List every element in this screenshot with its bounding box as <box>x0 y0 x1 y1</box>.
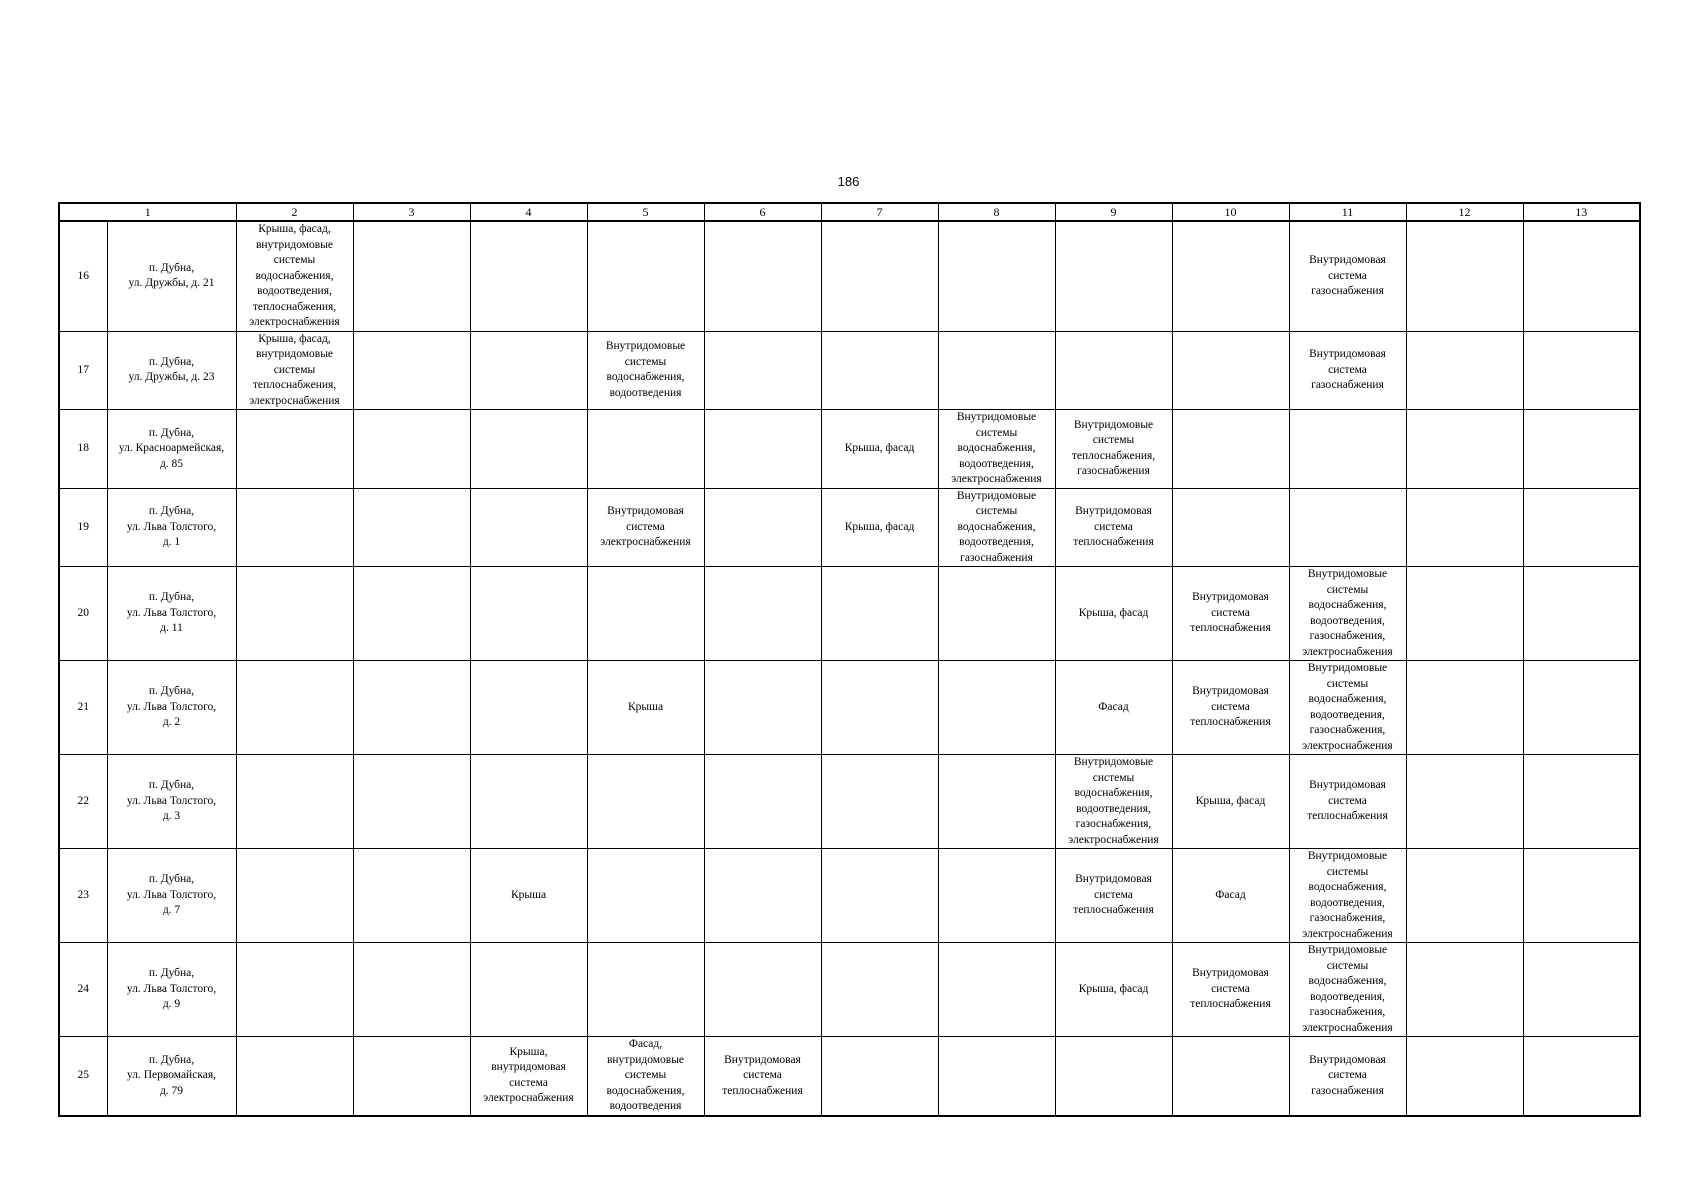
col-5-cell <box>587 567 704 661</box>
col-6-cell <box>704 943 821 1037</box>
col-7-cell: Крыша, фасад <box>821 488 938 567</box>
column-header: 11 <box>1289 203 1406 221</box>
col-8-cell <box>938 755 1055 849</box>
col-12-cell <box>1406 331 1523 410</box>
col-2-cell <box>236 567 353 661</box>
col-2-cell <box>236 849 353 943</box>
col-3-cell <box>353 221 470 331</box>
col-4-cell <box>470 221 587 331</box>
col-13-cell <box>1523 567 1640 661</box>
col-11-cell: Внутридомовая система газоснабжения <box>1289 1037 1406 1116</box>
col-8-cell <box>938 849 1055 943</box>
col-2-cell <box>236 755 353 849</box>
col-11-cell <box>1289 488 1406 567</box>
col-3-cell <box>353 755 470 849</box>
col-6-cell <box>704 849 821 943</box>
column-header: 13 <box>1523 203 1640 221</box>
row-number-cell: 24 <box>59 943 107 1037</box>
col-13-cell <box>1523 331 1640 410</box>
col-4-cell: Крыша <box>470 849 587 943</box>
col-11-cell: Внутридомовые системы водоснабжения, водоотведения, газоснабжения, электроснабжения <box>1289 567 1406 661</box>
col-3-cell <box>353 567 470 661</box>
column-header: 5 <box>587 203 704 221</box>
col-5-cell: Крыша <box>587 661 704 755</box>
col-2-cell <box>236 1037 353 1116</box>
col-4-cell: Крыша, внутридомовая система электроснабжения <box>470 1037 587 1116</box>
repair-schedule-table <box>58 202 1641 1117</box>
table-body <box>59 221 1640 1116</box>
col-7-cell <box>821 755 938 849</box>
col-13-cell <box>1523 661 1640 755</box>
col-9-cell <box>1055 331 1172 410</box>
col-10-cell <box>1172 331 1289 410</box>
address-cell: п. Дубна, ул. Красноармейская, д. 85 <box>107 410 236 489</box>
col-2-cell <box>236 410 353 489</box>
col-7-cell: Крыша, фасад <box>821 410 938 489</box>
column-header: 2 <box>236 203 353 221</box>
col-4-cell <box>470 567 587 661</box>
col-12-cell <box>1406 488 1523 567</box>
column-header: 3 <box>353 203 470 221</box>
col-12-cell <box>1406 567 1523 661</box>
table-row <box>59 567 1640 661</box>
column-header: 8 <box>938 203 1055 221</box>
col-8-cell: Внутридомовые системы водоснабжения, водоотведения, электроснабжения <box>938 410 1055 489</box>
address-cell: п. Дубна, ул. Льва Толстого, д. 11 <box>107 567 236 661</box>
col-8-cell <box>938 567 1055 661</box>
address-cell: п. Дубна, ул. Льва Толстого, д. 7 <box>107 849 236 943</box>
col-4-cell <box>470 661 587 755</box>
row-number-cell: 16 <box>59 221 107 331</box>
table-row <box>59 410 1640 489</box>
col-3-cell <box>353 661 470 755</box>
col-9-cell: Внутридомовая система теплоснабжения <box>1055 849 1172 943</box>
col-11-cell: Внутридомовая система газоснабжения <box>1289 221 1406 331</box>
col-6-cell <box>704 567 821 661</box>
address-cell: п. Дубна, ул. Дружбы, д. 23 <box>107 331 236 410</box>
col-6-cell <box>704 661 821 755</box>
col-6-cell <box>704 221 821 331</box>
col-10-cell <box>1172 221 1289 331</box>
row-number-cell: 23 <box>59 849 107 943</box>
col-5-cell: Внутридомовая система электроснабжения <box>587 488 704 567</box>
address-cell: п. Дубна, ул. Дружбы, д. 21 <box>107 221 236 331</box>
col-3-cell <box>353 488 470 567</box>
row-number-cell: 19 <box>59 488 107 567</box>
col-2-cell <box>236 943 353 1037</box>
table-row <box>59 661 1640 755</box>
col-2-cell <box>236 488 353 567</box>
col-6-cell <box>704 410 821 489</box>
col-7-cell <box>821 331 938 410</box>
col-5-cell <box>587 755 704 849</box>
row-number-cell: 20 <box>59 567 107 661</box>
col-4-cell <box>470 410 587 489</box>
table-row <box>59 943 1640 1037</box>
col-4-cell <box>470 755 587 849</box>
row-number-cell: 17 <box>59 331 107 410</box>
col-10-cell <box>1172 488 1289 567</box>
col-4-cell <box>470 331 587 410</box>
col-11-cell: Внутридомовая система газоснабжения <box>1289 331 1406 410</box>
col-6-cell: Внутридомовая система теплоснабжения <box>704 1037 821 1116</box>
address-cell: п. Дубна, ул. Льва Толстого, д. 1 <box>107 488 236 567</box>
column-header: 9 <box>1055 203 1172 221</box>
column-header: 10 <box>1172 203 1289 221</box>
col-5-cell <box>587 943 704 1037</box>
row-number-cell: 22 <box>59 755 107 849</box>
col-10-cell: Внутридомовая система теплоснабжения <box>1172 567 1289 661</box>
col-8-cell: Внутридомовые системы водоснабжения, водоотведения, газоснабжения <box>938 488 1055 567</box>
col-3-cell <box>353 1037 470 1116</box>
col-13-cell <box>1523 221 1640 331</box>
column-header: 6 <box>704 203 821 221</box>
col-8-cell <box>938 331 1055 410</box>
address-cell: п. Дубна, ул. Первомайская, д. 79 <box>107 1037 236 1116</box>
col-5-cell: Фасад, внутридомовые системы водоснабжения, водоотведения <box>587 1037 704 1116</box>
col-12-cell <box>1406 221 1523 331</box>
col-13-cell <box>1523 488 1640 567</box>
col-4-cell <box>470 488 587 567</box>
table-row <box>59 1037 1640 1116</box>
column-number-header-row <box>59 203 1640 221</box>
col-10-cell <box>1172 410 1289 489</box>
col-13-cell <box>1523 849 1640 943</box>
table-row <box>59 755 1640 849</box>
col-5-cell: Внутридомовые системы водоснабжения, водоотведения <box>587 331 704 410</box>
column-header: 7 <box>821 203 938 221</box>
col-3-cell <box>353 849 470 943</box>
col-9-cell: Внутридомовые системы водоснабжения, водоотведения, газоснабжения, электроснабжения <box>1055 755 1172 849</box>
col-11-cell: Внутридомовые системы водоснабжения, водоотведения, газоснабжения, электроснабжения <box>1289 943 1406 1037</box>
col-9-cell <box>1055 221 1172 331</box>
col-9-cell: Крыша, фасад <box>1055 567 1172 661</box>
col-8-cell <box>938 221 1055 331</box>
table-row <box>59 488 1640 567</box>
col-13-cell <box>1523 1037 1640 1116</box>
col-12-cell <box>1406 410 1523 489</box>
col-13-cell <box>1523 943 1640 1037</box>
col-11-cell <box>1289 410 1406 489</box>
col-5-cell <box>587 221 704 331</box>
table-row <box>59 331 1640 410</box>
col-6-cell <box>704 331 821 410</box>
address-cell: п. Дубна, ул. Льва Толстого, д. 2 <box>107 661 236 755</box>
col-7-cell <box>821 943 938 1037</box>
col-3-cell <box>353 410 470 489</box>
page-number: 186 <box>837 174 860 189</box>
col-12-cell <box>1406 849 1523 943</box>
column-header: 1 <box>59 203 236 221</box>
col-4-cell <box>470 943 587 1037</box>
row-number-cell: 25 <box>59 1037 107 1116</box>
col-8-cell <box>938 943 1055 1037</box>
col-6-cell <box>704 488 821 567</box>
table-row <box>59 849 1640 943</box>
col-12-cell <box>1406 1037 1523 1116</box>
col-5-cell <box>587 410 704 489</box>
col-10-cell: Фасад <box>1172 849 1289 943</box>
row-number-cell: 18 <box>59 410 107 489</box>
col-2-cell: Крыша, фасад, внутридомовые системы водоснабжения, водоотведения, теплоснабжения, электроснабжения <box>236 221 353 331</box>
col-11-cell: Внутридомовая система теплоснабжения <box>1289 755 1406 849</box>
col-6-cell <box>704 755 821 849</box>
table-row <box>59 221 1640 331</box>
col-10-cell <box>1172 1037 1289 1116</box>
col-12-cell <box>1406 661 1523 755</box>
col-7-cell <box>821 661 938 755</box>
col-10-cell: Внутридомовая система теплоснабжения <box>1172 943 1289 1037</box>
col-9-cell: Внутридомовые системы теплоснабжения, газоснабжения <box>1055 410 1172 489</box>
col-9-cell: Фасад <box>1055 661 1172 755</box>
column-header: 12 <box>1406 203 1523 221</box>
col-5-cell <box>587 849 704 943</box>
col-8-cell <box>938 661 1055 755</box>
col-11-cell: Внутридомовые системы водоснабжения, водоотведения, газоснабжения, электроснабжения <box>1289 849 1406 943</box>
col-9-cell: Внутридомовая система теплоснабжения <box>1055 488 1172 567</box>
col-9-cell <box>1055 1037 1172 1116</box>
col-3-cell <box>353 943 470 1037</box>
col-3-cell <box>353 331 470 410</box>
address-cell: п. Дубна, ул. Льва Толстого, д. 9 <box>107 943 236 1037</box>
col-13-cell <box>1523 755 1640 849</box>
col-7-cell <box>821 849 938 943</box>
col-13-cell <box>1523 410 1640 489</box>
column-header: 4 <box>470 203 587 221</box>
address-cell: п. Дубна, ул. Льва Толстого, д. 3 <box>107 755 236 849</box>
row-number-cell: 21 <box>59 661 107 755</box>
col-10-cell: Внутридомовая система теплоснабжения <box>1172 661 1289 755</box>
col-7-cell <box>821 221 938 331</box>
col-7-cell <box>821 1037 938 1116</box>
col-12-cell <box>1406 755 1523 849</box>
col-8-cell <box>938 1037 1055 1116</box>
col-12-cell <box>1406 943 1523 1037</box>
col-11-cell: Внутридомовые системы водоснабжения, водоотведения, газоснабжения, электроснабжения <box>1289 661 1406 755</box>
col-9-cell: Крыша, фасад <box>1055 943 1172 1037</box>
col-7-cell <box>821 567 938 661</box>
col-10-cell: Крыша, фасад <box>1172 755 1289 849</box>
col-2-cell <box>236 661 353 755</box>
col-2-cell: Крыша, фасад, внутридомовые системы теплоснабжения, электроснабжения <box>236 331 353 410</box>
